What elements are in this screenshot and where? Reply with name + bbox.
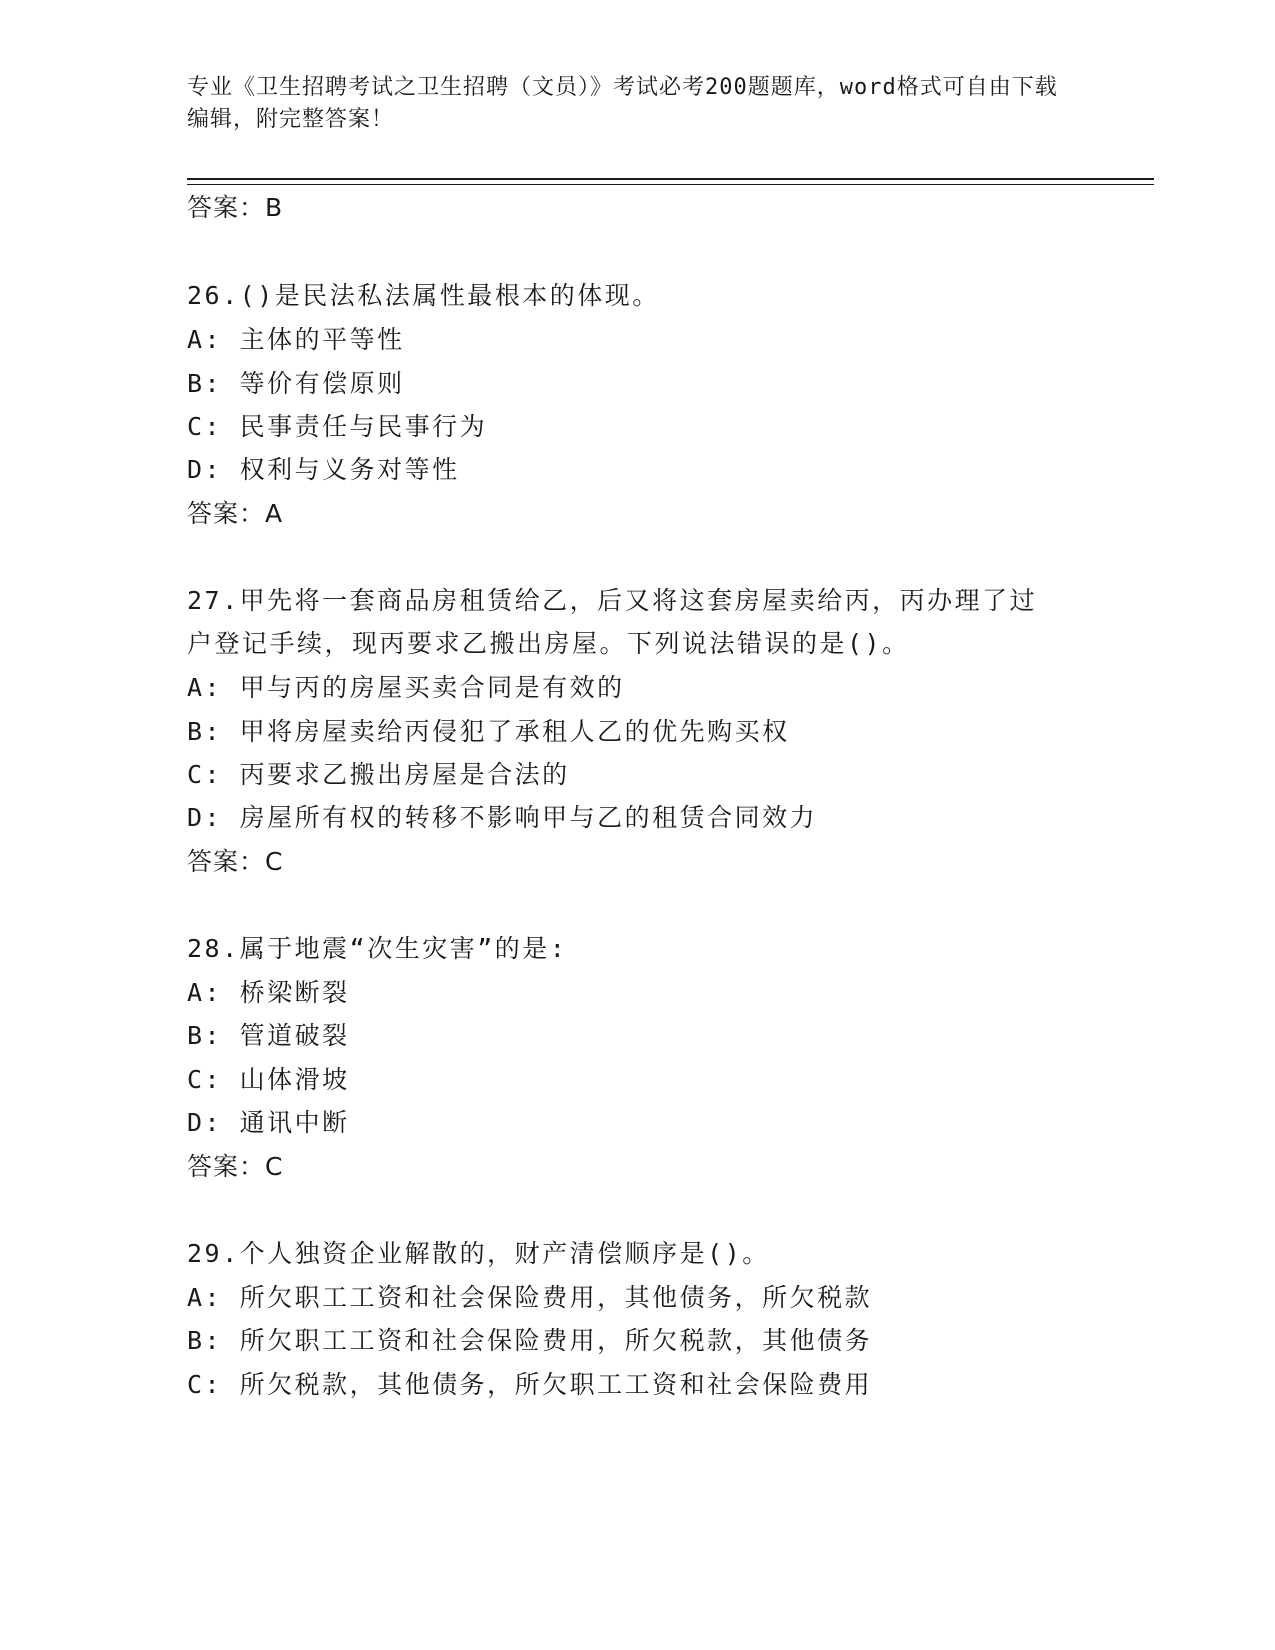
document-header: 专业《卫生招聘考试之卫生招聘（文员）》考试必考200题题库，word格式可自由下载编辑，附完整答案！ bbox=[187, 75, 1058, 132]
option-a: A: 所欠职工工资和社会保险费用，其他债务，所欠税款 bbox=[187, 1283, 873, 1312]
option-b: B: 管道破裂 bbox=[187, 1021, 350, 1050]
option-d: D: 房屋所有权的转移不影响甲与乙的租赁合同效力 bbox=[187, 803, 818, 832]
question-stem-continued: 户登记手续，现丙要求乙搬出房屋。下列说法错误的是()。 bbox=[187, 629, 910, 658]
option-c: C: 丙要求乙搬出房屋是合法的 bbox=[187, 760, 570, 789]
option-d: D: 通讯中断 bbox=[187, 1108, 350, 1137]
question-stem: 27.甲先将一套商品房租赁给乙，后又将这套房屋卖给丙，丙办理了过 bbox=[187, 586, 1038, 615]
option-a: A: 主体的平等性 bbox=[187, 325, 405, 354]
answer-line: 答案：C bbox=[187, 847, 284, 876]
option-b: B: 甲将房屋卖给丙侵犯了承租人乙的优先购买权 bbox=[187, 717, 790, 746]
answer-line: 答案：B bbox=[187, 193, 284, 222]
question-stem: 29.个人独资企业解散的，财产清偿顺序是()。 bbox=[187, 1239, 770, 1268]
option-c: C: 民事责任与民事行为 bbox=[187, 412, 488, 441]
question-stem: 26.()是民法私法属性最根本的体现。 bbox=[187, 281, 660, 310]
answer-line: 答案：C bbox=[187, 1152, 284, 1181]
header-rule-thin bbox=[187, 184, 1154, 185]
option-b: B: 所欠职工工资和社会保险费用，所欠税款，其他债务 bbox=[187, 1326, 873, 1355]
option-a: A: 桥梁断裂 bbox=[187, 978, 350, 1007]
option-c: C: 所欠税款，其他债务，所欠职工工资和社会保险费用 bbox=[187, 1370, 873, 1399]
option-d: D: 权利与义务对等性 bbox=[187, 455, 460, 484]
option-c: C: 山体滑坡 bbox=[187, 1065, 350, 1094]
option-a: A: 甲与丙的房屋买卖合同是有效的 bbox=[187, 673, 625, 702]
question-stem: 28.属于地震“次生灾害”的是: bbox=[187, 934, 568, 963]
answer-line: 答案：A bbox=[187, 499, 284, 528]
header-rule-thick bbox=[187, 178, 1154, 180]
option-b: B: 等价有偿原则 bbox=[187, 369, 405, 398]
